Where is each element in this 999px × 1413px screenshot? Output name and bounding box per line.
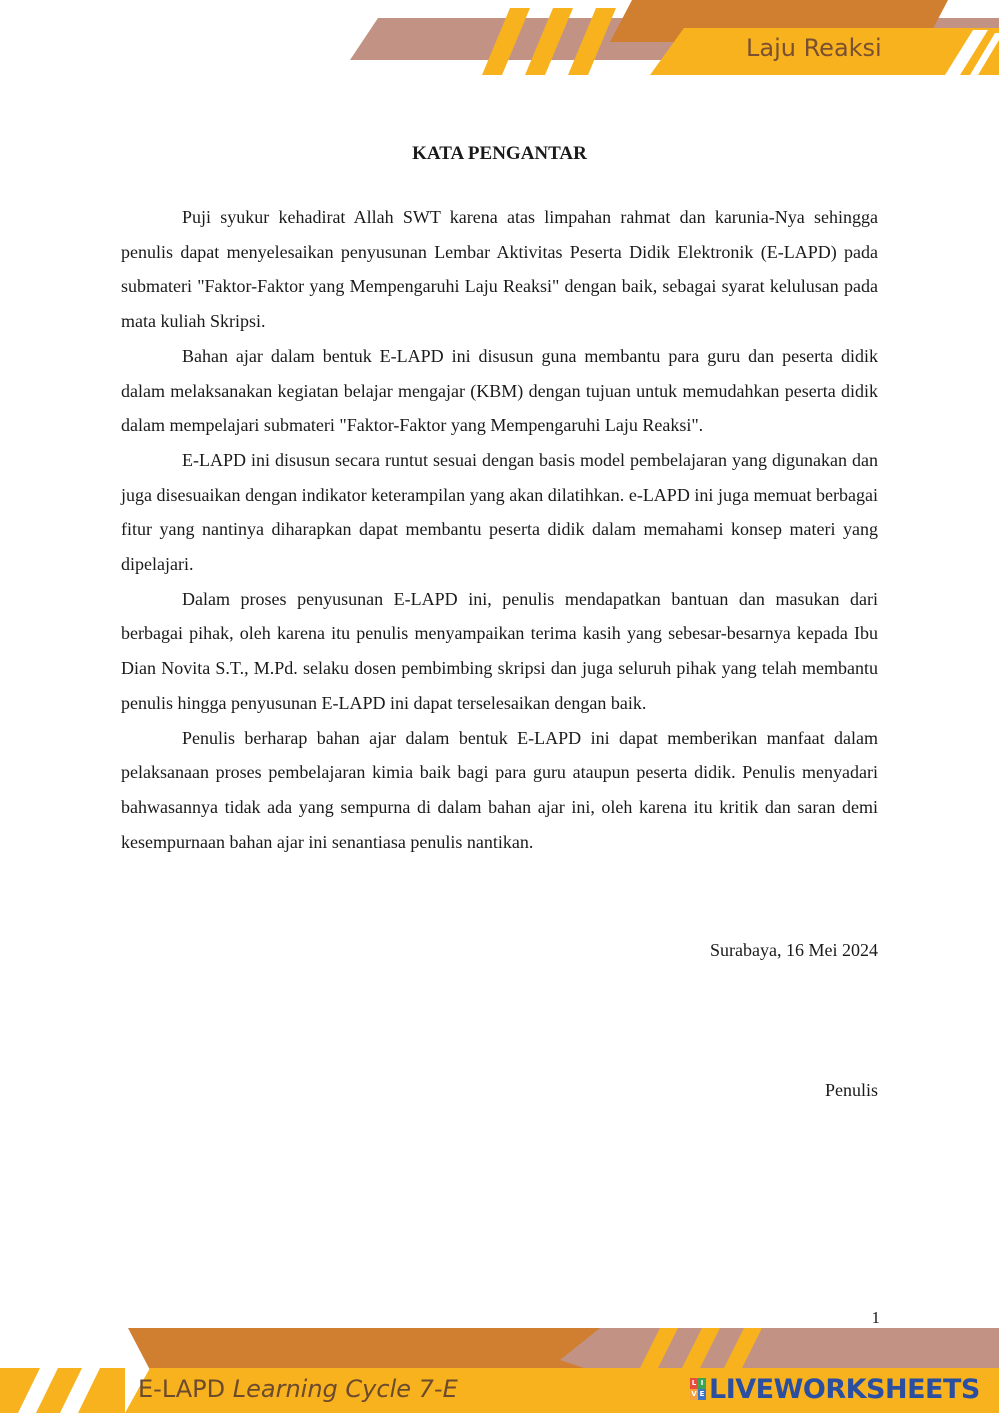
footer-title xyxy=(138,1375,578,1403)
liveworksheets-logo[interactable] xyxy=(690,1374,990,1404)
document-body xyxy=(121,140,878,859)
page-number: 1 xyxy=(871,1308,880,1327)
brand-name: LIVEWORKSHEETS xyxy=(709,1373,980,1405)
footer-title-main: E-LAPD xyxy=(138,1375,233,1403)
header-subject: Laju Reaksi xyxy=(746,34,882,62)
paragraph-1: Puji syukur kehadirat Allah SWT karena atas limpahan rahmat dan karunia-Nya sehingga penulis dapat menyelesaikan penyusunan Lembar Aktivitas Peserta Didik Elektronik (E-LAPD) pada submateri "Faktor-Faktor yang Mempengaruhi Laju Reaksi" dengan baik, sebagai syarat kelulusan pada mata kuliah Skripsi. xyxy=(121,207,878,332)
paragraph-4: Dalam proses penyusunan E-LAPD ini, penulis mendapatkan bantuan dan masukan dari berbagai pihak, oleh karena itu penulis menyampaikan terima kasih yang sebesar-besarnya kepada Ibu Dian Novita S.T., M.Pd. selaku dosen pembimbing skripsi dan juga seluruh pihak yang telah membantu penulis hingga penyusunan E-LAPD ini dapat terselesaikan dengan baik. xyxy=(121,588,878,713)
place-date: Surabaya, 16 Mei 2024 xyxy=(710,940,878,960)
page-title: KATA PENGANTAR xyxy=(412,143,587,164)
liveworksheets-icon: L I V E xyxy=(691,1379,705,1398)
paragraph-5: Penulis berharap bahan ajar dalam bentuk E-LAPD ini dapat memberikan manfaat dalam pelaksanaan proses pembelajaran kimia baik bagi para guru ataupun peserta didik. Penulis menyadari bahwasannya tidak ada yang sempurna di dalam bahan ajar ini, oleh karena itu kritik dan saran demi kesempurnaan bahan ajar ini senantiasa penulis nantikan. xyxy=(121,727,878,852)
paragraph-2: Bahan ajar dalam bentuk E-LAPD ini disusun guna membantu para guru dan peserta didik dalam melaksanakan kegiatan belajar mengajar (KBM) dengan tujuan untuk memudahkan peserta didik dalam mempelajari submateri "Faktor-Faktor yang Mempengaruhi Laju Reaksi". xyxy=(121,345,878,436)
signature: Penulis xyxy=(824,1080,878,1100)
paragraph-3: E-LAPD ini disusun secara runtut sesuai dengan basis model pembelajaran yang digunakan dan juga disesuaikan dengan indikator keterampilan yang akan dilatihkan. e-LAPD ini juga memuat berbagai fitur yang nantinya diharapkan dapat membantu peserta didik dalam memahami konsep materi yang dipelajari. xyxy=(121,449,878,575)
footer-title-italic: Learning Cycle 7-E xyxy=(232,1375,458,1403)
